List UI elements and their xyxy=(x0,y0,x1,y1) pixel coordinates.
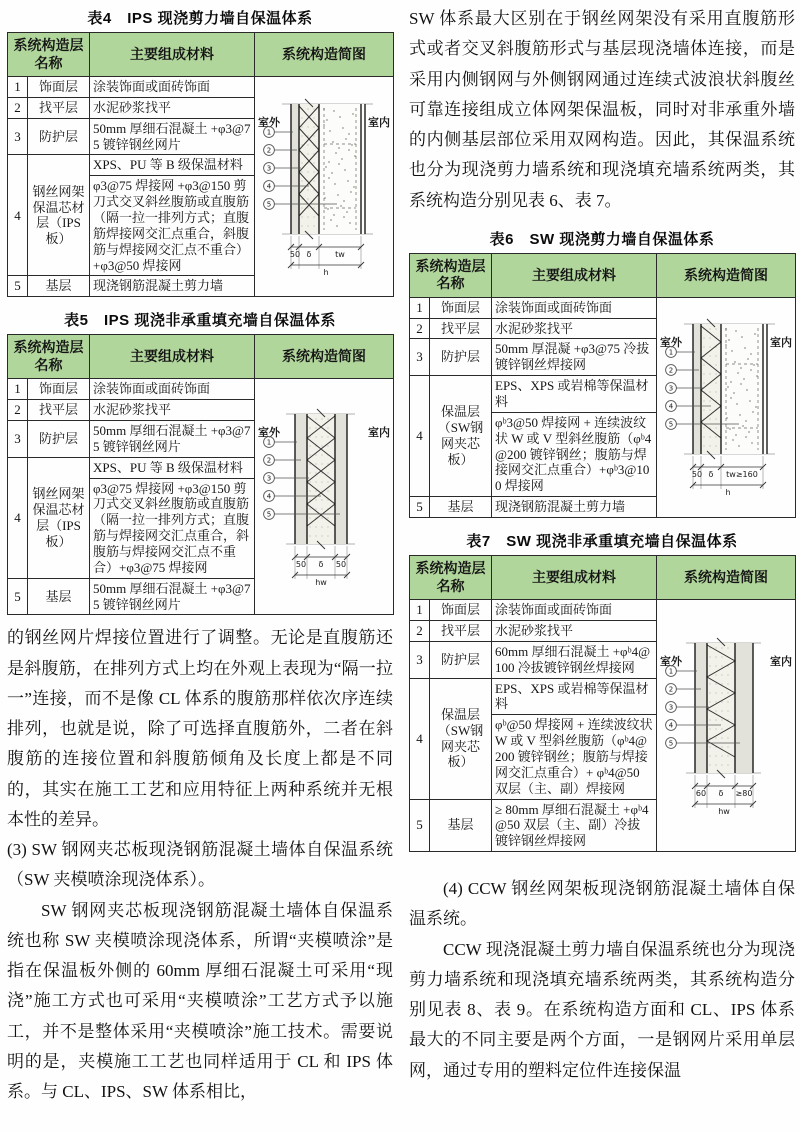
cell-materials xyxy=(90,457,255,578)
cell-diagram xyxy=(255,379,394,615)
cell-diagram xyxy=(657,600,796,852)
cell-layer-number: 3 xyxy=(410,339,430,376)
svg-text:h: h xyxy=(725,488,731,498)
material-item: φᵇ@50 焊接网 + 连续波纹状 W 或 V 型斜丝腹筋（φᵇ4@200 镀锌钢丝；腹筋与焊接网交汇点重合）+ φᵇ4@50 双层（主、副）焊接网 xyxy=(492,714,656,798)
cell-layer-number: 4 xyxy=(410,678,430,799)
cell-layer-number: 5 xyxy=(410,799,430,852)
cell-materials xyxy=(492,376,657,497)
cell-layer-name: 找平层 xyxy=(430,620,492,641)
cell-layer-number: 5 xyxy=(410,497,430,518)
cell-layer-name: 饰面层 xyxy=(28,379,90,400)
col-header-diagram: 系统构造简图 xyxy=(255,335,394,379)
material-item: 水泥砂浆找平 xyxy=(93,99,172,115)
material-item: φ3@75 焊接网 +φ3@150 剪刀式交叉斜丝腹筋或直腹筋（隔一拉一排列方式；直腹筋焊接网交汇点重合，斜腹筋与焊接网交汇点不重合）+φ3@50 焊接网 xyxy=(90,175,254,275)
col-header-materials: 主要组成材料 xyxy=(90,33,255,77)
wall-section-diagram xyxy=(659,625,793,823)
col-header-layer-name: 系统构造层名称 xyxy=(8,33,90,77)
svg-text:tw: tw xyxy=(335,249,345,259)
table7 xyxy=(409,555,796,852)
cell-materials xyxy=(90,421,255,458)
cell-layer-name: 饰面层 xyxy=(28,77,90,98)
cell-layer-number: 2 xyxy=(8,97,28,118)
cell-layer-number: 2 xyxy=(8,400,28,421)
table7-caption: 表7 SW 现浇非承重填充墙自保温体系 xyxy=(466,533,738,551)
svg-text:3: 3 xyxy=(266,474,272,483)
svg-text:2: 2 xyxy=(668,685,674,694)
paragraph: (3) SW 钢网夹芯板现浇钢筋混凝土墙体自保温系统（SW 夹模喷涂现浇体系）。 xyxy=(7,840,393,890)
col-header-diagram: 系统构造简图 xyxy=(657,253,796,297)
cell-layer-number: 5 xyxy=(8,578,28,615)
svg-text:h: h xyxy=(323,267,329,277)
cell-materials xyxy=(492,620,657,641)
paragraph: 的钢丝网片焊接位置进行了调整。无论是直腹筋还是斜腹筋，在排列方式上均在外观上表现为“隔一拉一”连接，而不是像 CL 体系的腹筋那样依次序连续排列，也就是说，除了可选择直腹筋外，二者在斜腹筋的连接位置和斜腹筋倾角及长度上都是不同的，其实在施工工艺和应用特征上两种系统并无根本性的差异。 xyxy=(7,628,393,829)
cell-materials xyxy=(90,276,255,297)
cell-layer-number: 4 xyxy=(410,376,430,497)
svg-text:室外: 室外 xyxy=(258,115,280,129)
material-item: 50mm 厚细石混凝土 +φ3@75 镀锌钢丝网片 xyxy=(93,120,251,152)
cell-materials xyxy=(90,578,255,615)
table5-caption: 表5 IPS 现浇非承重填充墙自保温体系 xyxy=(64,312,336,330)
material-item: 50mm 厚细石混凝土 +φ3@75 镀锌钢丝网片 xyxy=(93,580,251,612)
col-header-layer-name: 系统构造层名称 xyxy=(8,335,90,379)
svg-text:4: 4 xyxy=(266,182,272,191)
cell-layer-name: 保温层（SW钢网夹芯板） xyxy=(430,678,492,799)
col-header-materials: 主要组成材料 xyxy=(492,556,657,600)
cell-materials xyxy=(90,77,255,98)
cell-layer-number: 1 xyxy=(410,297,430,318)
col-header-diagram: 系统构造简图 xyxy=(657,556,796,600)
svg-text:3: 3 xyxy=(266,164,272,173)
col-header-materials: 主要组成材料 xyxy=(90,335,255,379)
svg-text:3: 3 xyxy=(668,385,674,394)
material-item: 涂装饰面或面砖饰面 xyxy=(495,602,613,618)
col-header-diagram: 系统构造简图 xyxy=(255,33,394,77)
right-column xyxy=(409,4,795,1129)
svg-text:tw≥160: tw≥160 xyxy=(726,470,758,480)
cell-layer-number: 3 xyxy=(8,421,28,458)
wall-section-diagram xyxy=(659,306,793,504)
cell-layer-number: 5 xyxy=(8,276,28,297)
material-item: 水泥砂浆找平 xyxy=(495,622,574,638)
material-item: EPS、XPS 或岩棉等保温材料 xyxy=(495,378,649,410)
cell-materials xyxy=(90,155,255,276)
cell-layer-name: 保温层（SW钢网夹芯板） xyxy=(430,376,492,497)
cell-layer-name: 钢丝网架保温芯材层（IPS板） xyxy=(28,155,90,276)
svg-text:50: 50 xyxy=(691,470,703,480)
svg-text:室内: 室内 xyxy=(368,115,390,129)
cell-layer-number: 1 xyxy=(8,77,28,98)
cell-materials xyxy=(492,339,657,376)
svg-text:5: 5 xyxy=(266,510,272,519)
material-item: 60mm 厚细石混凝土 +φᵇ4@100 冷拔镀锌钢丝焊接网 xyxy=(495,643,651,675)
table-row xyxy=(410,600,796,621)
svg-text:5: 5 xyxy=(668,739,674,748)
paragraph: SW 钢网夹芯板现浇钢筋混凝土墙体自保温系统也称 SW 夹模喷涂现浇体系，所谓“夹模喷涂”是指在保温板外侧的 60mm 厚细石混凝土可采用“现浇”施工方式也可采用“夹模喷涂”工艺方式予以施工，并不是整体采用“夹模喷涂”施工技术。需要说明的是，夹模施工工艺也同样适用于 CL 和 IPS 体系。与 CL、IPS、SW 体系相比， xyxy=(7,900,393,1102)
svg-text:室外: 室外 xyxy=(258,425,280,439)
material-item: 50mm 厚细石混凝土 +φ3@75 镀锌钢丝网片 xyxy=(93,423,251,454)
material-item: XPS、PU 等 B 级保温材料 xyxy=(93,157,243,173)
cell-layer-name: 基层 xyxy=(430,799,492,852)
table7-section xyxy=(409,530,795,852)
svg-text:δ: δ xyxy=(306,249,312,259)
cell-materials xyxy=(90,379,255,400)
table6-section xyxy=(409,228,795,518)
cell-materials xyxy=(90,118,255,155)
cell-layer-number: 2 xyxy=(410,620,430,641)
cell-layer-number: 1 xyxy=(410,600,430,621)
svg-text:室外: 室外 xyxy=(660,336,682,350)
svg-text:室外: 室外 xyxy=(660,654,682,668)
right-body-text-bottom xyxy=(409,874,795,1086)
cell-layer-name: 基层 xyxy=(28,276,90,297)
table4-caption: 表4 IPS 现浇剪力墙自保温体系 xyxy=(87,10,313,27)
svg-text:50: 50 xyxy=(335,559,347,569)
table-row xyxy=(8,379,394,400)
paragraph: CCW 现浇混凝土剪力墙自保温系统也分为现浇剪力墙系统和现浇填充墙系统两类，其系统构造分别见表 8、表 9。在系统构造方面和 CL、IPS 体系最大的不同主要是两个方面，一是钢网片采用单层网，通过专用的塑料定位件连接保温 xyxy=(409,939,795,1080)
svg-text:δ: δ xyxy=(708,470,714,480)
paragraph: (4) CCW 钢丝网架板现浇钢筋混凝土墙体自保温系统。 xyxy=(409,879,795,929)
svg-text:δ: δ xyxy=(318,559,324,569)
cell-layer-number: 4 xyxy=(8,457,28,578)
table6 xyxy=(409,253,796,518)
cell-layer-number: 2 xyxy=(410,318,430,339)
svg-text:1: 1 xyxy=(266,438,272,447)
material-item: 涂装饰面或面砖饰面 xyxy=(93,381,211,397)
wall-section-diagram xyxy=(257,86,391,284)
material-item: 水泥砂浆找平 xyxy=(495,320,574,336)
table4-section xyxy=(7,7,393,297)
svg-text:δ: δ xyxy=(718,788,724,798)
svg-text:3: 3 xyxy=(668,703,674,712)
col-header-layer-name: 系统构造层名称 xyxy=(410,556,492,600)
cell-layer-name: 找平层 xyxy=(28,97,90,118)
cell-layer-name: 防护层 xyxy=(430,339,492,376)
cell-layer-name: 饰面层 xyxy=(430,297,492,318)
material-item: XPS、PU 等 B 级保温材料 xyxy=(93,459,243,475)
material-item: 现浇钢筋混凝土剪力墙 xyxy=(495,499,626,515)
svg-text:2: 2 xyxy=(668,367,674,376)
material-item: 50mm 厚混凝 +φ3@75 冷拔镀锌钢丝焊接网 xyxy=(495,341,650,373)
left-column xyxy=(7,4,393,1129)
material-item: 现浇钢筋混凝土剪力墙 xyxy=(93,278,224,294)
svg-text:hw: hw xyxy=(315,577,327,587)
svg-text:50: 50 xyxy=(295,559,307,569)
col-header-materials: 主要组成材料 xyxy=(492,253,657,297)
svg-text:1: 1 xyxy=(266,128,272,137)
svg-text:1: 1 xyxy=(668,667,674,676)
wall-section-diagram xyxy=(257,396,391,594)
cell-materials xyxy=(492,297,657,318)
cell-materials xyxy=(492,678,657,799)
left-body-text xyxy=(7,623,393,1107)
right-body-text-top xyxy=(409,4,795,216)
svg-text:室内: 室内 xyxy=(770,336,792,350)
material-item: 涂装饰面或面砖饰面 xyxy=(93,79,211,94)
cell-layer-name: 基层 xyxy=(430,497,492,518)
cell-layer-name: 饰面层 xyxy=(430,600,492,621)
svg-text:5: 5 xyxy=(668,421,674,430)
svg-text:50: 50 xyxy=(289,249,301,259)
cell-materials xyxy=(90,97,255,118)
table-row xyxy=(410,297,796,318)
cell-diagram xyxy=(255,77,394,297)
cell-materials xyxy=(492,318,657,339)
cell-layer-name: 基层 xyxy=(28,578,90,615)
paragraph: SW 体系最大区别在于钢丝网架没有采用直腹筋形式或者交叉斜腹筋形式与基层现浇墙体连接，而是采用内侧钢网与外侧钢网通过连续式波浪状斜腹丝可靠连接组成立体网架保温板，同时对非承重外墙的内侧基层部位采用双网构造。因此，其保温系统也分为现浇剪力墙系统和现浇填充墙系统两类，其系统构造分别见表 6、表 7。 xyxy=(409,9,795,210)
cell-materials xyxy=(492,799,657,852)
material-item: 水泥砂浆找平 xyxy=(93,402,172,418)
svg-text:60: 60 xyxy=(695,788,707,798)
table4 xyxy=(7,32,394,297)
svg-text:4: 4 xyxy=(266,492,272,501)
table5 xyxy=(7,334,394,615)
cell-materials xyxy=(492,600,657,621)
material-item: EPS、XPS 或岩棉等保温材料 xyxy=(495,680,649,712)
cell-materials xyxy=(492,497,657,518)
cell-layer-name: 防护层 xyxy=(28,421,90,458)
svg-text:室内: 室内 xyxy=(770,654,792,668)
svg-text:2: 2 xyxy=(266,456,272,465)
cell-materials xyxy=(90,400,255,421)
svg-text:1: 1 xyxy=(668,349,674,358)
cell-materials xyxy=(492,641,657,678)
svg-text:5: 5 xyxy=(266,200,272,209)
svg-text:4: 4 xyxy=(668,403,674,412)
col-header-layer-name: 系统构造层名称 xyxy=(410,253,492,297)
cell-diagram xyxy=(657,297,796,517)
cell-layer-number: 3 xyxy=(8,118,28,155)
cell-layer-name: 防护层 xyxy=(430,641,492,678)
table5-section xyxy=(7,309,393,615)
material-item: 涂装饰面或面砖饰面 xyxy=(495,299,613,315)
svg-text:2: 2 xyxy=(266,146,272,155)
svg-text:≥80: ≥80 xyxy=(735,788,753,798)
material-item: φ3@75 焊接网 +φ3@150 剪刀式交叉斜丝腹筋或直腹筋（隔一拉一排列方式；直腹筋与焊接网交汇点重合，斜腹筋与焊接网交汇点不重合）+φ3@75 焊接网 xyxy=(90,478,254,578)
cell-layer-number: 1 xyxy=(8,379,28,400)
cell-layer-name: 找平层 xyxy=(430,318,492,339)
table6-caption: 表6 SW 现浇剪力墙自保温体系 xyxy=(489,230,715,248)
cell-layer-name: 防护层 xyxy=(28,118,90,155)
material-item: ≥ 80mm 厚细石混凝土 +φᵇ4@50 双层（主、副）冷拔镀锌钢丝焊接网 xyxy=(495,801,649,849)
cell-layer-name: 找平层 xyxy=(28,400,90,421)
svg-text:室内: 室内 xyxy=(368,425,390,439)
cell-layer-number: 3 xyxy=(410,641,430,678)
cell-layer-name: 钢丝网架保温芯材层（IPS板） xyxy=(28,457,90,578)
svg-text:4: 4 xyxy=(668,721,674,730)
cell-layer-number: 4 xyxy=(8,155,28,276)
material-item: φᵇ3@50 焊接网 + 连续波纹状 W 或 V 型斜丝腹筋（φᵇ4@200 镀锌钢丝；腹筋与焊接网交汇点重合）+φᵇ3@100 焊接网 xyxy=(492,412,656,496)
svg-text:hw: hw xyxy=(718,806,730,816)
table-row xyxy=(8,77,394,98)
